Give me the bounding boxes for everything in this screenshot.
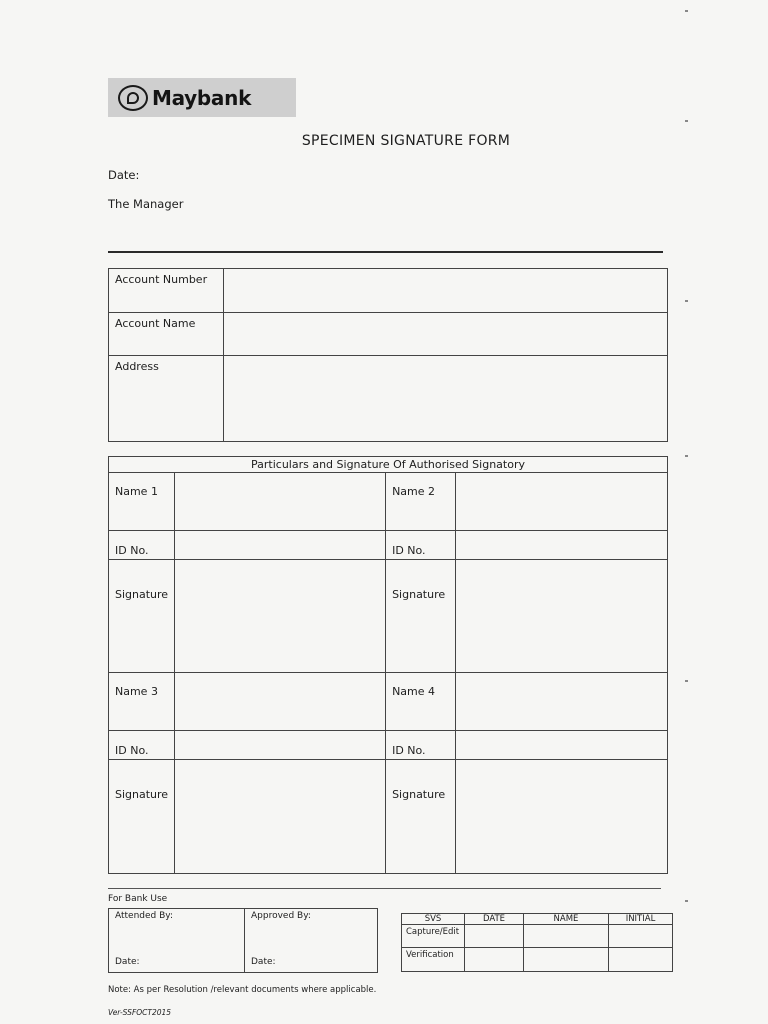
id-2-label: ID No. xyxy=(386,531,456,560)
date-label: Date: xyxy=(108,168,140,182)
approved-date-label: Date: xyxy=(251,957,276,967)
signature-1-field[interactable] xyxy=(175,560,386,673)
account-name-label: Account Name xyxy=(109,313,224,356)
scan-speck xyxy=(685,10,688,12)
id-2-field[interactable] xyxy=(456,531,668,560)
name-3-label: Name 3 xyxy=(109,673,175,731)
signature-3-field[interactable] xyxy=(175,760,386,874)
capture-edit-name-field[interactable] xyxy=(524,925,609,948)
logo-text: Maybank xyxy=(152,85,252,110)
name-2-label: Name 2 xyxy=(386,473,456,531)
signature-4-field[interactable] xyxy=(456,760,668,874)
attended-by-label: Attended By: xyxy=(115,911,173,921)
svs-name-header: NAME xyxy=(524,914,609,925)
bank-use-box xyxy=(108,908,378,973)
verification-name-field[interactable] xyxy=(524,948,609,972)
addressee: The Manager xyxy=(108,197,184,211)
svs-table xyxy=(401,913,673,972)
bank-use-rule xyxy=(108,888,661,889)
address-label: Address xyxy=(109,356,224,442)
signature-1-label: Signature xyxy=(109,560,175,673)
account-number-label: Account Number xyxy=(109,269,224,313)
account-number-field[interactable] xyxy=(224,269,668,313)
name-1-field[interactable] xyxy=(175,473,386,531)
resolution-note: Note: As per Resolution /relevant documents where applicable. xyxy=(108,985,377,995)
svs-date-header: DATE xyxy=(465,914,524,925)
id-3-field[interactable] xyxy=(175,731,386,760)
scan-speck xyxy=(685,120,688,122)
attended-date-label: Date: xyxy=(115,957,140,967)
version-code: Ver-SSFOCT2015 xyxy=(108,1008,172,1017)
id-1-label: ID No. xyxy=(109,531,175,560)
scan-speck xyxy=(685,300,688,302)
address-field[interactable] xyxy=(224,356,668,442)
capture-edit-label: Capture/Edit xyxy=(402,925,465,948)
signature-2-field[interactable] xyxy=(456,560,668,673)
name-2-field[interactable] xyxy=(456,473,668,531)
id-1-field[interactable] xyxy=(175,531,386,560)
maybank-logo xyxy=(108,78,296,117)
id-4-field[interactable] xyxy=(456,731,668,760)
svs-initial-header: INITIAL xyxy=(609,914,673,925)
form-title: SPECIMEN SIGNATURE FORM xyxy=(301,133,511,149)
bank-use-divider xyxy=(244,909,245,972)
verification-initial-field[interactable] xyxy=(609,948,673,972)
name-4-label: Name 4 xyxy=(386,673,456,731)
verification-label: Verification xyxy=(402,948,465,972)
scan-speck xyxy=(685,455,688,457)
tiger-emblem-icon xyxy=(118,85,148,111)
scan-speck xyxy=(685,900,688,902)
signature-3-label: Signature xyxy=(109,760,175,874)
id-4-label: ID No. xyxy=(386,731,456,760)
bank-use-label: For Bank Use xyxy=(108,894,168,904)
name-3-field[interactable] xyxy=(175,673,386,731)
svs-header: SVS xyxy=(402,914,465,925)
capture-edit-date-field[interactable] xyxy=(465,925,524,948)
id-3-label: ID No. xyxy=(109,731,175,760)
signature-2-label: Signature xyxy=(386,560,456,673)
account-name-field[interactable] xyxy=(224,313,668,356)
account-table xyxy=(108,268,668,442)
capture-edit-initial-field[interactable] xyxy=(609,925,673,948)
signature-4-label: Signature xyxy=(386,760,456,874)
name-1-label: Name 1 xyxy=(109,473,175,531)
name-4-field[interactable] xyxy=(456,673,668,731)
scan-speck xyxy=(685,680,688,682)
approved-by-label: Approved By: xyxy=(251,911,311,921)
signatory-table xyxy=(108,456,668,874)
signatory-header: Particulars and Signature Of Authorised Signatory xyxy=(109,457,668,473)
header-rule xyxy=(108,251,663,253)
verification-date-field[interactable] xyxy=(465,948,524,972)
